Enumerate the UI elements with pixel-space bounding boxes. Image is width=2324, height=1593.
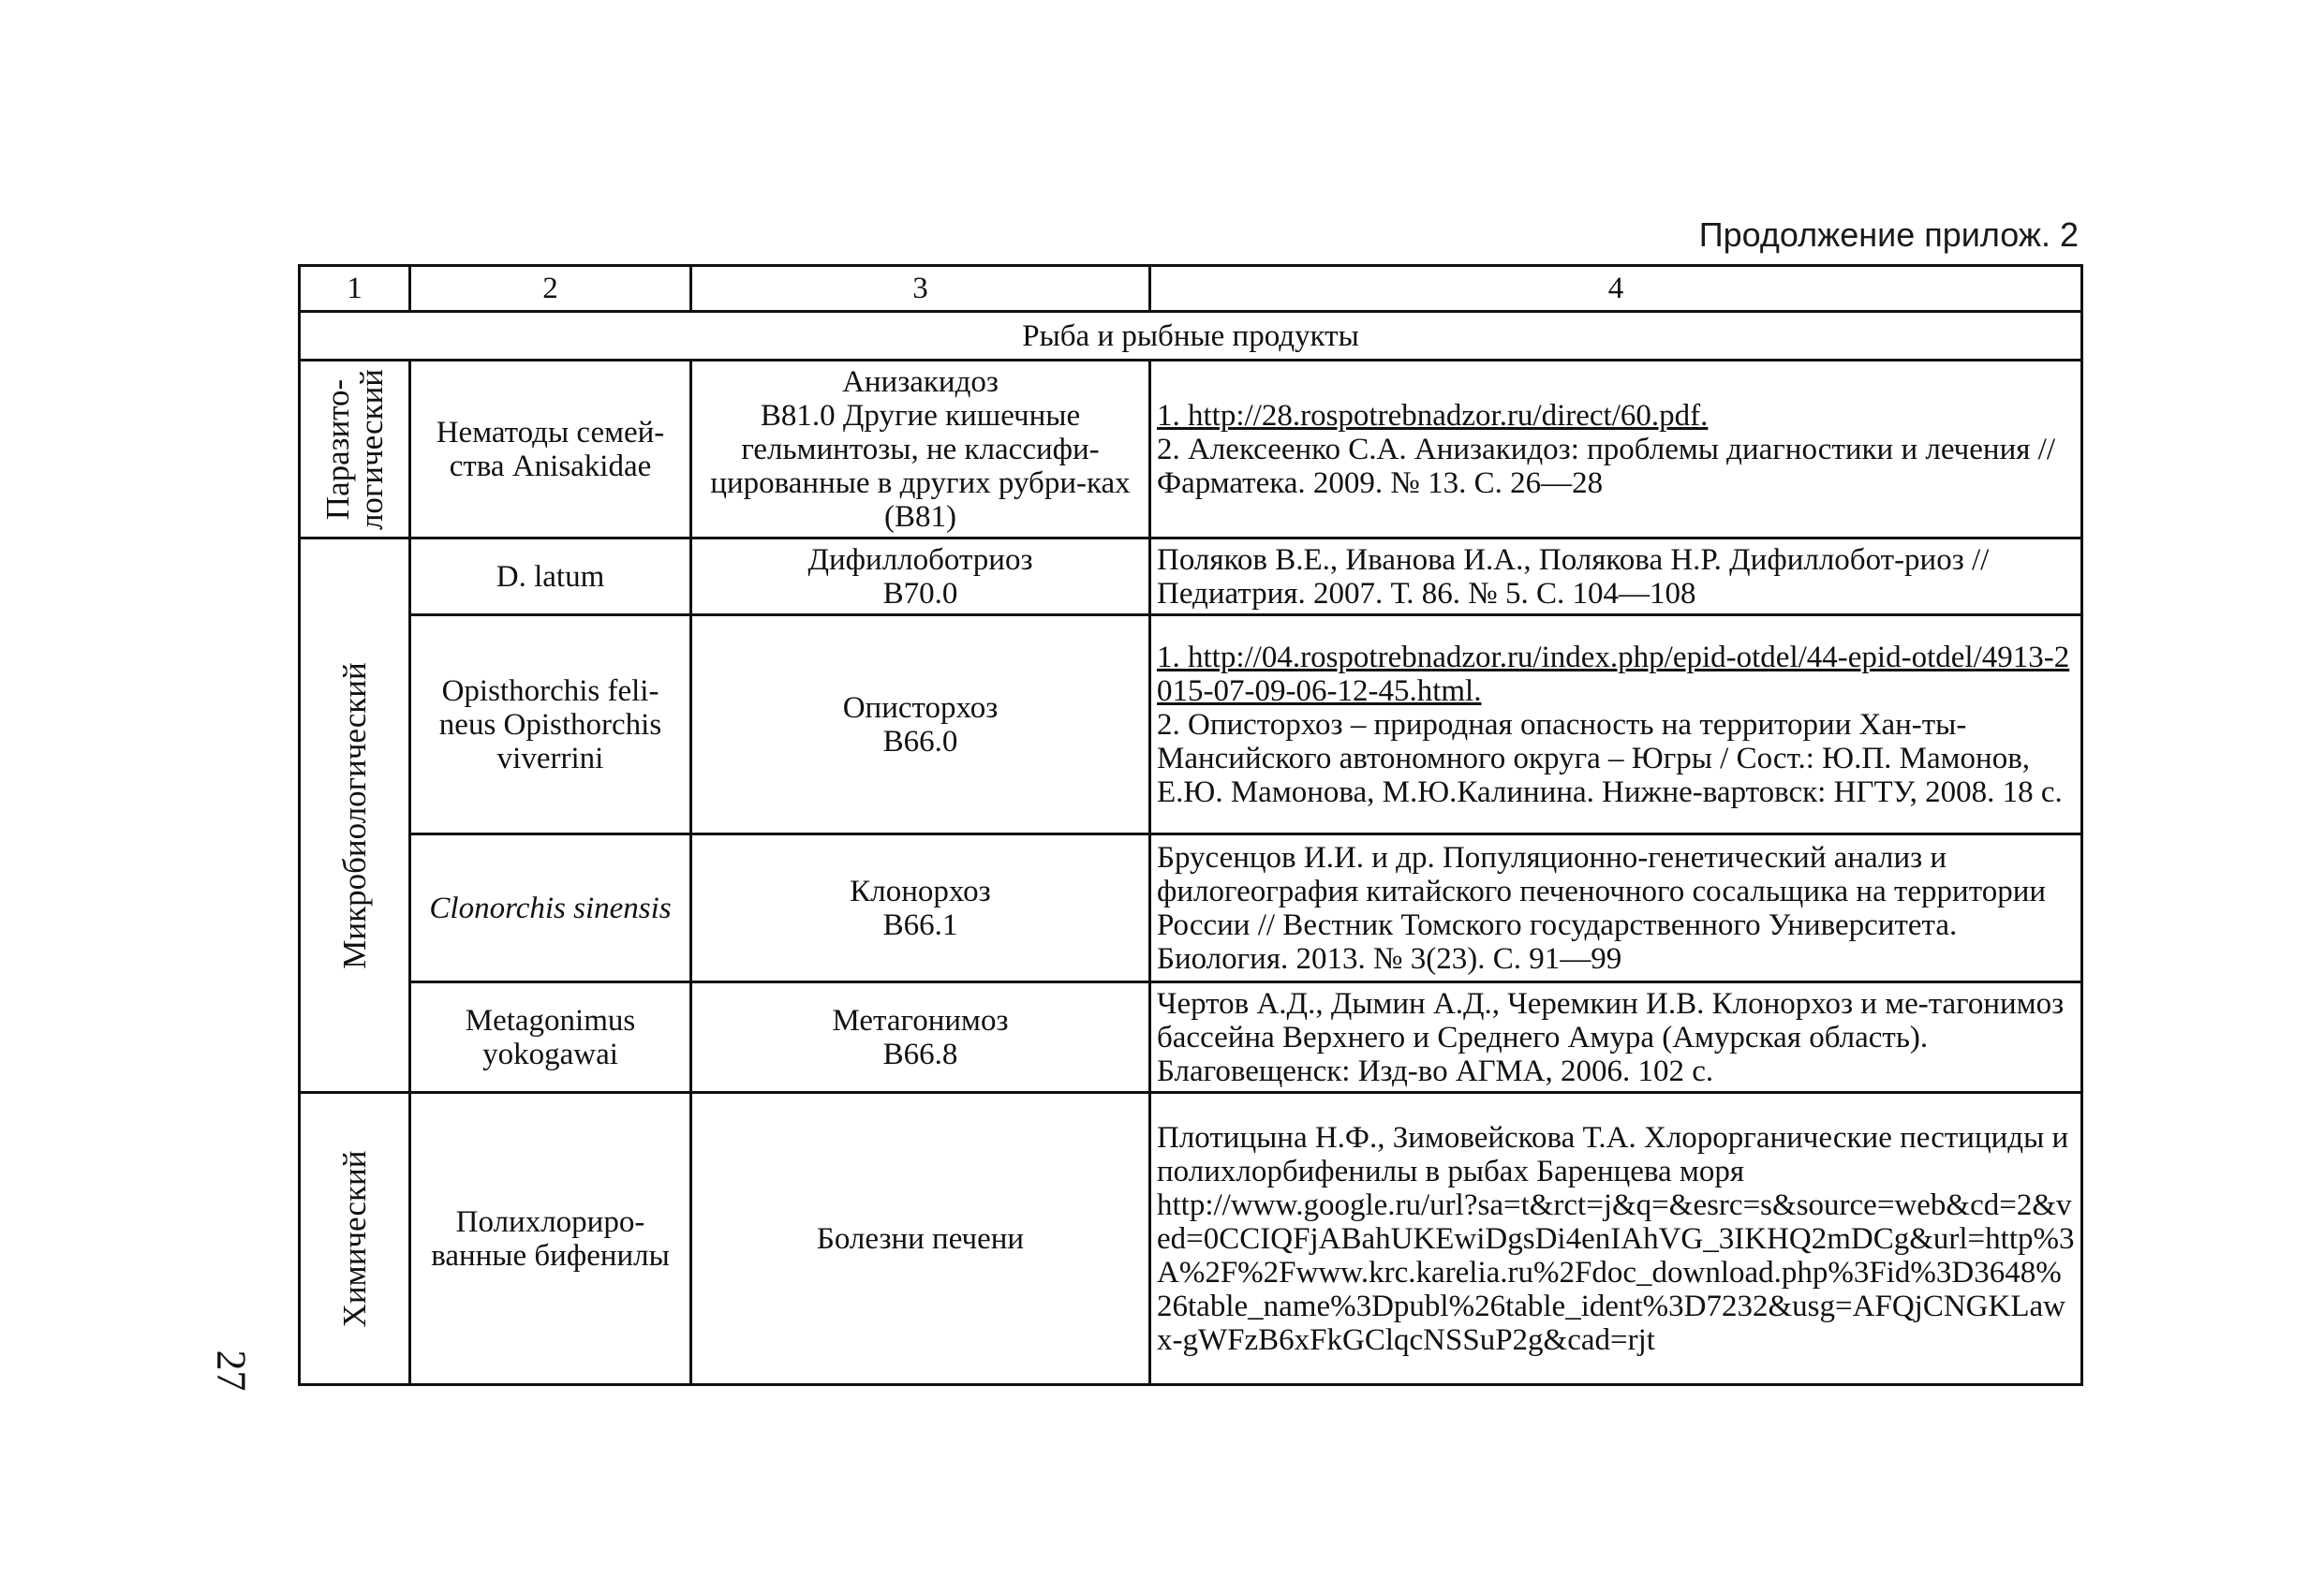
agent-cell: Opisthorchis feli-neus Opisthorchis viverrini <box>410 615 691 834</box>
reference-link[interactable]: 1. http://28.rospotrebnadzor.ru/direct/60.pdf. <box>1157 398 1709 433</box>
column-header-3: 3 <box>691 266 1150 312</box>
appendix-caption: Продолжение прилож. 2 <box>1698 215 2079 254</box>
category-label-chemical: Химический <box>335 1150 373 1327</box>
table-row <box>300 834 2082 982</box>
agent-cell: Нематоды семей-ства Anisakidae <box>410 361 691 538</box>
table-row <box>300 615 2082 834</box>
reference-text: 2. Алексеенко С.А. Анизакидоз: проблемы диагностики и лечения // Фарматека. 2009. № 13. С. 26—28 <box>1157 432 2055 500</box>
agent-cell: Clonorchis sinensis <box>410 834 691 982</box>
references-table <box>298 264 2083 1386</box>
page-number: 27 <box>208 1350 255 1392</box>
category-label-parasitic: Паразито- логический <box>318 368 390 530</box>
disease-cell: Болезни печени <box>691 1093 1150 1385</box>
table-row <box>300 361 2082 538</box>
reference-cell <box>1150 982 2082 1093</box>
table-header-row <box>300 266 2082 312</box>
category-cell-microbiological <box>300 538 410 1093</box>
disease-cell <box>691 834 1150 982</box>
reference-text: Поляков В.Е., Иванова И.А., Полякова Н.Р. Дифиллобот-риоз // Педиатрия. 2007. Т. 86. № 5. С. 104—108 <box>1157 542 1990 611</box>
section-row <box>300 312 2082 361</box>
reference-cell <box>1150 834 2082 982</box>
disease-cell <box>691 982 1150 1093</box>
agent-cell: D. latum <box>410 538 691 615</box>
disease-text: Метагонимоз B66.8 <box>832 1003 1009 1071</box>
agent-cell: Metagonimus yokogawai <box>410 982 691 1093</box>
column-header-1: 1 <box>300 266 410 312</box>
column-header-2: 2 <box>410 266 691 312</box>
disease-text: Дифиллоботриоз B70.0 <box>807 542 1033 611</box>
disease-cell <box>691 538 1150 615</box>
table-row <box>300 538 2082 615</box>
category-label-microbiological: Микробиологический <box>335 661 373 969</box>
disease-text: Клонорхоз B66.1 <box>850 874 991 942</box>
reference-text: Брусенцов И.И. и др. Популяционно-генетический анализ и филогеография китайского печеночного сосальщика на территории России // Вестник Томского государственного Университета. Биология. 2013. № 3(23). С. 91—99 <box>1157 840 2047 976</box>
column-header-4: 4 <box>1150 266 2082 312</box>
disease-cell <box>691 615 1150 834</box>
reference-cell <box>1150 1093 2082 1385</box>
reference-text: Плотицына Н.Ф., Зимовейскова Т.А. Хлорорганические пестициды и полихлорбифенилы в рыбах Баренцева моря <box>1157 1120 2069 1188</box>
reference-link[interactable]: 1. http://04.rospotrebnadzor.ru/index.php/epid-otdel/44-epid-otdel/4913-2015-07-09-06-12-45.html. <box>1157 640 2070 708</box>
table-row <box>300 982 2082 1093</box>
reference-url: http://www.google.ru/url?sa=t&rct=j&q=&esrc=s&source=web&cd=2&ved=0CCIQFjABahUKEwiDgsDi4enIAhVG_3IKHQ2mDCg&url=http%3A%2F%2Fwww.krc.karelia.ru%2Fdoc_download.php%3Fid%3D3648%26table_name%3Dpubl%26table_ident%3D7232&usg=AFQjCNGKLawx-gWFzB6xFkGClqcNSSuP2g&cad=rjt <box>1157 1187 2075 1357</box>
disease-text: Описторхоз B66.0 <box>842 690 999 759</box>
reference-cell <box>1150 538 2082 615</box>
agent-cell: Полихлориро-ванные бифенилы <box>410 1093 691 1385</box>
section-title: Рыба и рыбные продукты <box>300 312 2082 361</box>
category-cell-chemical <box>300 1093 410 1385</box>
reference-cell <box>1150 361 2082 538</box>
reference-text: Чертов А.Д., Дымин А.Д., Черемкин И.В. Клонорхоз и ме-тагонимоз бассейна Верхнего и Среднего Амура (Амурская область). Благовещенск: Изд-во АГМА, 2006. 102 с. <box>1157 986 2065 1088</box>
reference-text: 2. Описторхоз – природная опасность на территории Хан-ты-Мансийского автономного округа – Югры / Сост.: Ю.П. Мамонов, Е.Ю. Мамонова, М.Ю.Калинина. Нижне-вартовск: НГТУ, 2008. 18 с. <box>1157 707 2063 809</box>
category-cell-parasitic <box>300 361 410 538</box>
table-row <box>300 1093 2082 1385</box>
disease-cell <box>691 361 1150 538</box>
reference-cell <box>1150 615 2082 834</box>
disease-text: Анизакидоз B81.0 Другие кишечные гельминтозы, не классифи-цированные в других рубри-ках (B81) <box>710 364 1131 534</box>
